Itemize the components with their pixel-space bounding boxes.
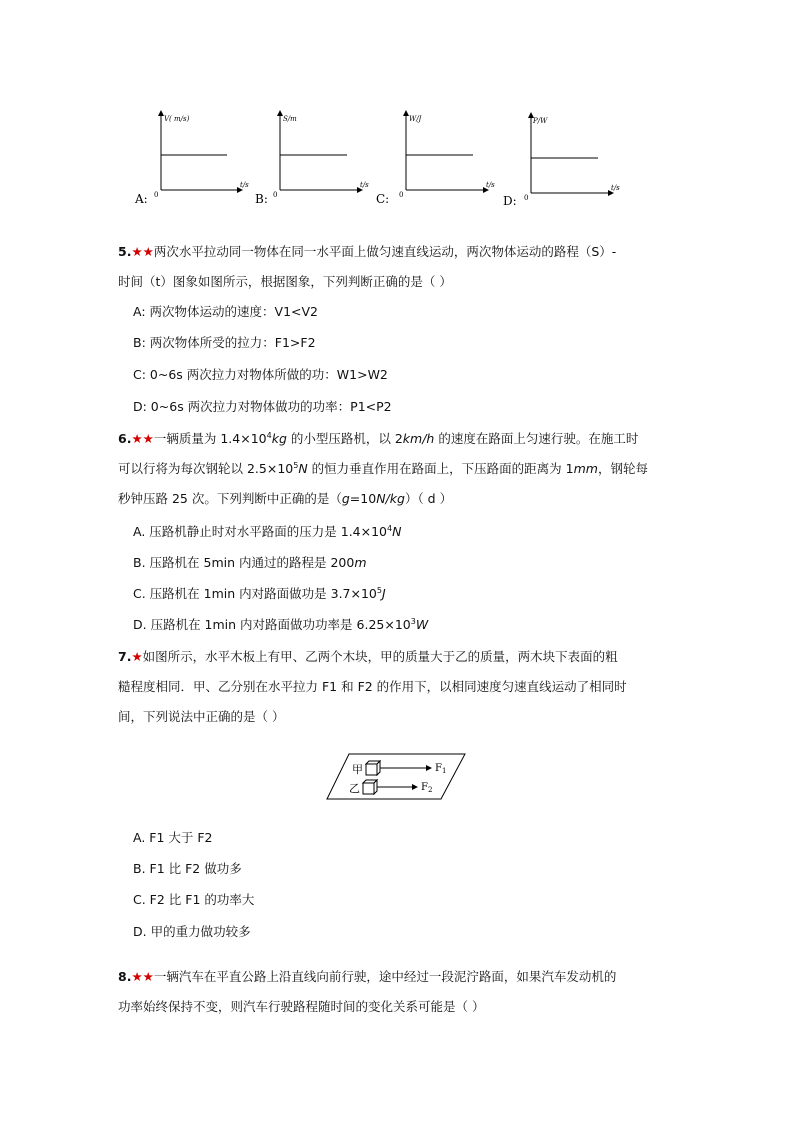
graph-a-xlabel: t/s (240, 181, 249, 189)
graph-a-ylabel: V( m/s) (164, 115, 190, 123)
q7-number: 7. (118, 649, 132, 664)
graph-b (255, 113, 369, 206)
graph-a-origin: 0 (154, 191, 159, 199)
q7-line-1: 7.★如图所示，水平木板上有甲、乙两个木块，甲的质量大于乙的质量，两木块下表面的粗 (118, 649, 618, 664)
graph-a-letter: A: (135, 192, 148, 206)
q8-line-1: 8.★★一辆汽车在平直公路上沿直线向前行驶，途中经过一段泥泞路面，如果汽车发动机的 (118, 969, 617, 984)
label-f1: $F_1$ (435, 763, 447, 775)
graph-d-ylabel: P/W (533, 117, 548, 125)
q7-figure-board-blocks (325, 752, 470, 802)
q8-number: 8. (118, 969, 132, 984)
q6-option-d: D. 压路机在 1min 内对路面做功功率是 $6.25\times 10^3W$ (133, 616, 429, 632)
block-yi (363, 780, 377, 794)
q5-line-1 (118, 237, 678, 267)
q6-line-2: 可以行将为每次钢轮以 $2.5\times 10^5N$ 的恒力垂直作用在路面上，下压路面的距离为 1mm，钢轮每 (118, 460, 648, 476)
graph-c-origin: 0 (399, 191, 404, 199)
q7-line-2: 糙程度相同．甲、乙分别在水平拉力 F1 和 F2 的作用下，以相同速度匀速直线运动了相同时 (118, 679, 627, 694)
q8-line-2: 功率始终保持不变，则汽车行驶路程随时间的变化关系可能是（ ） (118, 999, 485, 1014)
q6-line-3: 秒钟压路 25 次。下列判断中正确的是（g=10N/kg）（ d ） (118, 491, 453, 506)
label-f2: $F_2$ (421, 782, 433, 794)
graph-b-xlabel: t/s (360, 181, 369, 189)
q6-difficulty-stars: ★★ (131, 431, 154, 446)
graph-c-letter: C: (376, 192, 390, 206)
q5-option-d: D: 0~6s 两次拉力对物体做功的功率：P1<P2 (133, 399, 392, 414)
q5-difficulty-stars: ★★ (131, 244, 154, 259)
graph-b-ylabel: S/m (283, 115, 297, 123)
label-yi: 乙 (349, 782, 360, 795)
graph-d-letter: D: (503, 194, 517, 208)
q5-option-c: C: 0~6s 两次拉力对物体所做的功：W1>W2 (133, 367, 388, 382)
q8-difficulty-stars: ★★ (131, 969, 154, 984)
graph-d (503, 115, 620, 208)
graph-b-origin: 0 (273, 191, 278, 199)
q7-option-c: C. F2 比 F1 的功率大 (133, 892, 255, 907)
q6-line-1: 6.★★一辆质量为 $1.4\times 10^4kg$ 的小型压路机，以 2km/h 的速度在路面上匀速行驶。在施工时 (118, 430, 639, 446)
q6-option-a: A. 压路机静止时对水平路面的压力是 $1.4\times 10^4N$ (133, 523, 402, 539)
answer-graphs (0, 0, 794, 230)
q5-line-2: 时间（t）图象如图所示，根据图象，下列判断正确的是（ ） (118, 274, 452, 289)
graph-c-xlabel: t/s (486, 181, 495, 189)
graph-a (134, 113, 249, 206)
q5-option-a: A: 两次物体运动的速度：V1<V2 (133, 304, 318, 319)
q5-number: 5. (118, 244, 132, 259)
q6-option-c: C. 压路机在 1min 内对路面做功是 $3.7\times 10^5J$ (133, 585, 386, 601)
graph-b-letter: B: (255, 192, 268, 206)
q7-option-b: B. F1 比 F2 做功多 (133, 861, 242, 876)
graph-c (376, 113, 495, 206)
graph-d-xlabel: t/s (611, 184, 620, 192)
q7-option-a: A. F1 大于 F2 (133, 830, 213, 845)
graph-d-origin: 0 (524, 194, 529, 202)
graph-c-ylabel: W/J (409, 115, 422, 123)
q6-number: 6. (118, 431, 132, 446)
wood-board (327, 754, 465, 799)
block-jia (366, 761, 380, 775)
q7-difficulty-star: ★ (131, 649, 143, 664)
q5-stem-1: 两次水平拉动同一物体在同一水平面上做匀速直线运动，两次物体运动的路程（S）- (153, 244, 617, 259)
q7-option-d: D. 甲的重力做功较多 (133, 924, 251, 939)
q7-line-3: 间，下列说法中正确的是（ ） (118, 709, 285, 724)
label-jia: 甲 (352, 763, 363, 776)
q6-option-b: B. 压路机在 5min 内通过的路程是 200m (133, 555, 367, 570)
q5-option-b: B: 两次物体所受的拉力：F1>F2 (133, 335, 316, 350)
